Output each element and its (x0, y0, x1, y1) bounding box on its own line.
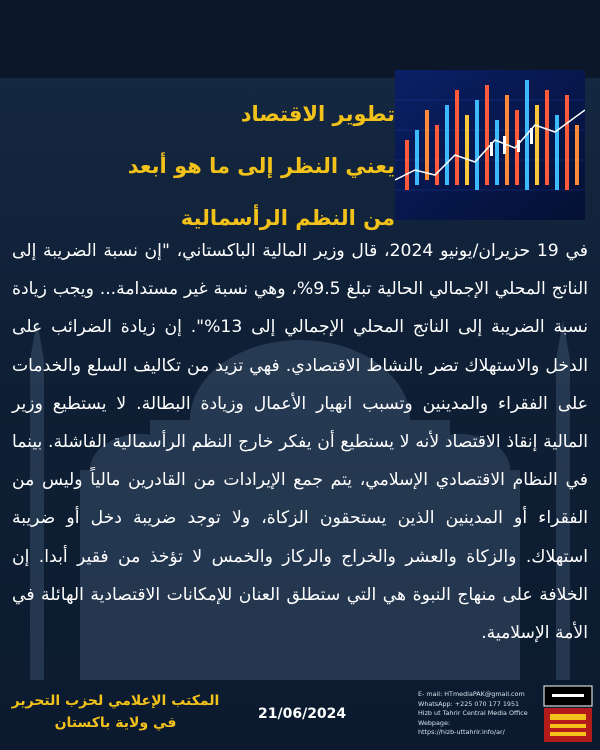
organization-logo-icon (542, 684, 594, 744)
headline-line-3: من النظم الرأسمالية (180, 206, 395, 230)
office-name: المكتب الإعلامي لحزب التحرير (11, 693, 220, 709)
webpage-link[interactable]: https://hizb-uttahrir.info/ar/ (418, 728, 505, 736)
headline-line-2: يعني النظر إلى ما هو أبعد (127, 154, 395, 178)
headline (65, 88, 395, 244)
headline-line-1: تطوير الاقتصاد (240, 102, 395, 126)
media-office-credit (8, 690, 223, 734)
stock-chart-image (395, 70, 585, 220)
whatsapp-text: WhatsApp: +225 070 177 1951 (418, 699, 520, 708)
webpage-label: Hizb ut Tahrir Central Media Office Webpage: (418, 709, 528, 727)
publish-date: 21/06/2024 (258, 706, 347, 722)
top-dark-band (0, 0, 600, 78)
office-region: في ولاية باكستان (54, 715, 177, 731)
article-body: في 19 حزيران/يونيو 2024، قال وزير المالية الباكستاني، "إن نسبة الضريبة إلى الناتج المحلي الإجمالي الحالية تبلغ 9.5%، وهي نسبة غير مستدامة... ويجب زيادة نسبة الضريبة إلى الناتج المحلي الإجمالي إلى 13%". إن زيادة الضرائب على الدخل والاستهلاك تضر بالنشاط الاقتصادي. فهي تزيد من تكاليف السلع والخدمات على الفقراء والمدينين وتسبب انهيار الأعمال وزيادة البطالة. لا يستطيع وزير المالية إنقاذ الاقتصاد لأنه لا يستطيع أن يفكر خارج النظم الرأسمالية الفاشلة. بينما في النظام الاقتصادي الإسلامي، يتم جمع الإيرادات من القادرين مالياً وليس من الفقراء أو المدينين الذين يستحقون الزكاة، ولا توجد ضريبة دخل أو ضريبة استهلاك. والزكاة والعشر والخراج والركاز والخمس لا تؤخذ من فقير أبدا. إن الخلافة على منهاج النبوة هي التي ستطلق العنان للإمكانات الاقتصادية الهائلة في الأمة الإسلامية. (12, 241, 588, 644)
email-text: E- mail: HTmediaPAK@gmail.com (418, 690, 525, 698)
contact-info (418, 690, 536, 738)
